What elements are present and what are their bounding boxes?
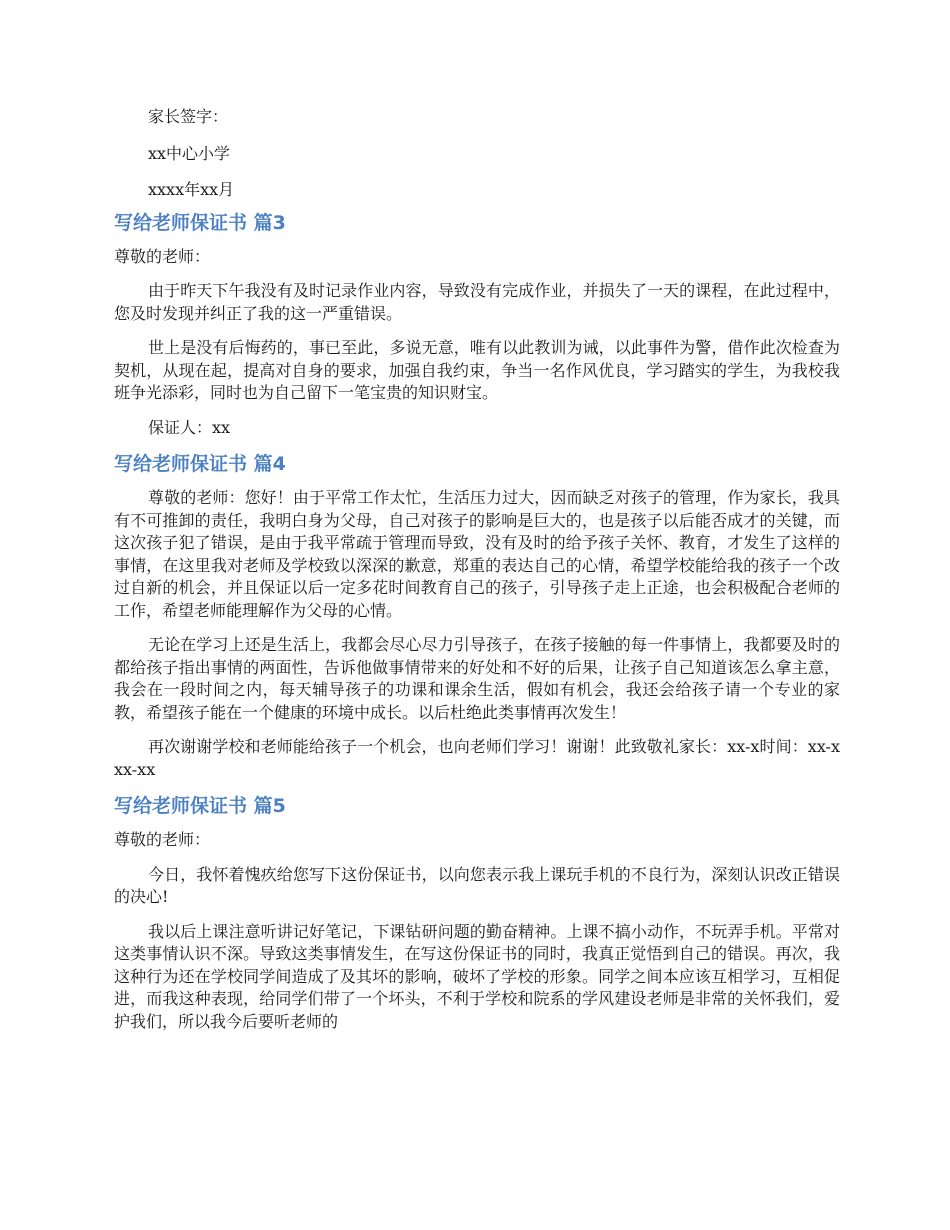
- section-5-salutation: 尊敬的老师：: [114, 830, 211, 849]
- section-4-paragraph-3: 再次谢谢学校和老师能给孩子一个机会，也向老师们学习！谢谢！此致敬礼家长：xx-x时间：xx-xxx-xx: [114, 737, 840, 779]
- section-4-paragraph-1: 尊敬的老师：您好！由于平常工作太忙，生活压力过大，因而缺乏对孩子的管理，作为家长，我具有不可推卸的责任，我明白身为父母，自己对孩子的影响是巨大的，也是孩子以后能否成才的关键，而这次孩子犯了错误，是由于我平常疏于管理而导致，没有及时的给予孩子关怀、教育，才发生了这样的事情，在这里我对老师及学校致以深深的歉意，郑重的表达自己的心情，希望学校能给我的孩子一个改过自新的机会，并且保证以后一定多花时间教育自己的孩子，引导孩子走上正途，也会积极配合老师的工作，希望老师能理解作为父母的心情。: [114, 488, 840, 620]
- section-3-paragraph-1: 由于昨天下午我没有及时记录作业内容，导致没有完成作业，并损失了一天的课程，在此过程中，您及时发现并纠正了我的这一严重错误。: [114, 281, 840, 323]
- top-signature-block: [114, 106, 840, 202]
- section-5-title: 写给老师保证书 篇5: [114, 795, 286, 817]
- section-3-salutation: 尊敬的老师：: [114, 246, 211, 266]
- section-3: [114, 210, 840, 440]
- school-name: xx中心小学: [148, 143, 231, 163]
- parent-signature-line: 家长签字：: [148, 107, 229, 126]
- section-3-title: 写给老师保证书 篇3: [114, 211, 286, 234]
- section-5: [114, 793, 840, 1033]
- section-3-signer: 保证人：xx: [148, 417, 231, 437]
- section-4: [114, 451, 840, 781]
- document-page: [114, 106, 840, 1045]
- section-3-paragraph-2: 世上是没有后悔药的，事已至此，多说无意，唯有以此教训为诫，以此事件为警，借作此次检查为契机，从现在起，提高对自身的要求，加强自我约束，争当一名作风优良，学习踏实的学生，为我校我班争光添彩，同时也为自己留下一笔宝贵的知识财宝。: [114, 338, 840, 402]
- section-5-paragraph-2: 我以后上课注意听讲记好笔记，下课钻研问题的勤奋精神。上课不搞小动作，不玩弄手机。平常对这类事情认识不深。导致这类事情发生，在写这份保证书的同时，我真正觉悟到自己的错误。再次，我这种行为还在学校同学间造成了及其坏的影响，破坏了学校的形象。同学之间本应该互相学习，互相促进，而我这种表现，给同学们带了一个坏头，不利于学校和院系的学风建设老师是非常的关怀我们，爱护我们，所以我今后要听老师的: [114, 921, 840, 1031]
- date-line: xxxx年xx月: [148, 180, 235, 199]
- section-5-paragraph-1: 今日，我怀着愧疚给您写下这份保证书，以向您表示我上课玩手机的不良行为，深刻认识改正错误的决心!: [114, 864, 840, 906]
- section-4-title: 写给老师保证书 篇4: [114, 453, 286, 475]
- section-4-paragraph-2: 无论在学习上还是生活上，我都会尽心尽力引导孩子，在孩子接触的每一件事情上，我都要及时的都给孩子指出事情的两面性，告诉他做事情带来的好处和不好的后果，让孩子自己知道该怎么拿主意，我会在一段时间之内，每天辅导孩子的功课和课余生活，假如有机会，我还会给孩子请一个专业的家教，希望孩子能在一个健康的环境中成长。以后杜绝此类事情再次发生！: [114, 635, 840, 722]
